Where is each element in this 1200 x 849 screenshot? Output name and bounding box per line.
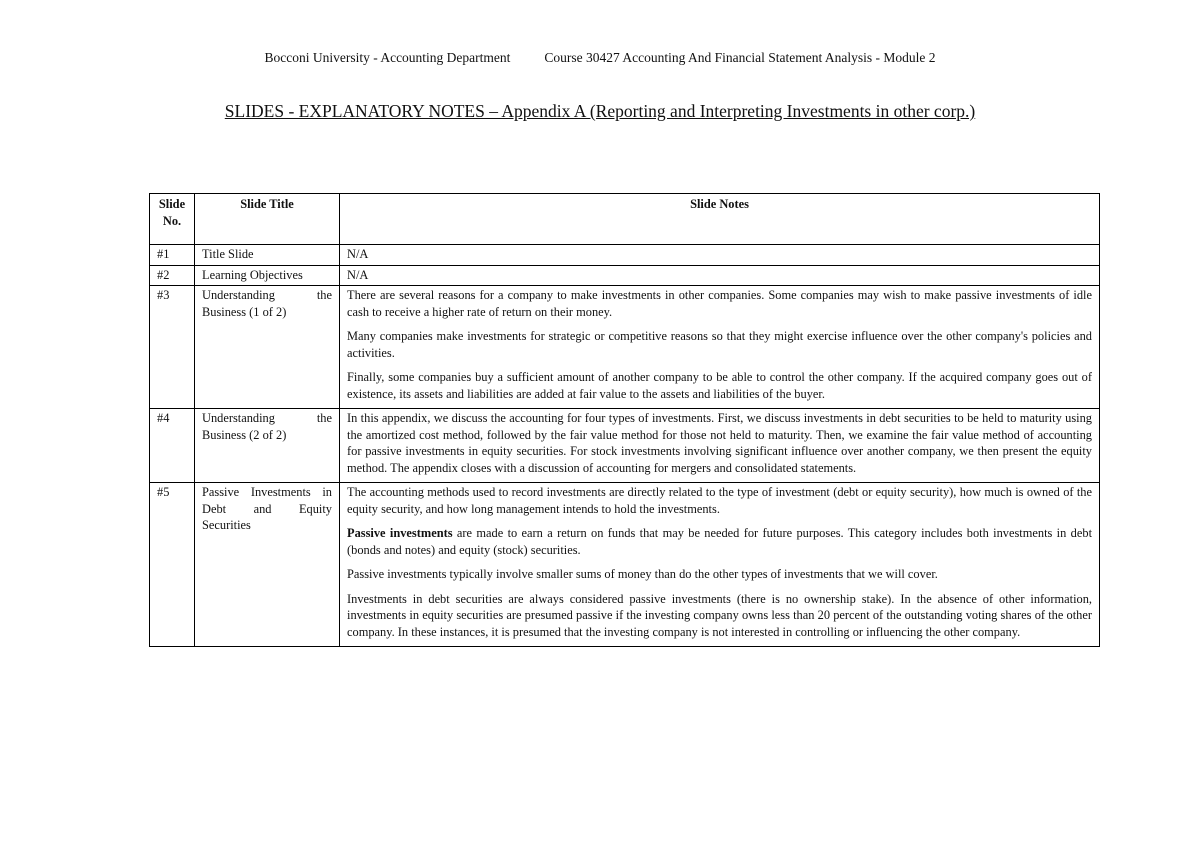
table-row bbox=[150, 483, 1100, 647]
slide-notes bbox=[340, 265, 1100, 286]
slide-title-text: Understanding the Business (1 of 2) bbox=[202, 288, 332, 319]
table-row bbox=[150, 286, 1100, 409]
slide-number: #4 bbox=[150, 409, 195, 483]
slide-notes-table bbox=[149, 193, 1100, 647]
slide-title bbox=[195, 409, 340, 483]
notes-paragraph: N/A bbox=[347, 267, 369, 282]
slide-title bbox=[195, 483, 340, 647]
column-header-slide-no: Slide No. bbox=[150, 194, 195, 245]
column-header-slide-title: Slide Title bbox=[195, 194, 340, 245]
table-header-row bbox=[150, 194, 1100, 245]
header-university: Bocconi University - Accounting Department bbox=[264, 50, 511, 65]
slide-notes bbox=[340, 286, 1100, 409]
bold-term: Passive investments bbox=[347, 526, 453, 540]
slide-number: #2 bbox=[150, 265, 195, 286]
notes-paragraph: N/A bbox=[347, 247, 369, 261]
slide-notes bbox=[340, 409, 1100, 483]
document-title: SLIDES - EXPLANATORY NOTES – Appendix A (Reporting and Interpreting Investments in other corp.) bbox=[224, 101, 976, 121]
notes-paragraph: Many companies make investments for strategic or competitive reasons so that they might exercise influence over the other company's policies and activities. bbox=[347, 329, 1092, 360]
table-row bbox=[150, 245, 1100, 266]
running-header bbox=[0, 50, 1200, 66]
slide-number: #1 bbox=[150, 245, 195, 266]
slide-number: #3 bbox=[150, 286, 195, 409]
header-course: Course 30427 Accounting And Financial Statement Analysis - Module 2 bbox=[544, 50, 936, 65]
notes-paragraph: Finally, some companies buy a sufficient amount of another company to be able to control the other company. If the acquired company goes out of existence, its assets and liabilities are added at fair value to the assets and liabilities of the buyer. bbox=[347, 370, 1092, 401]
slide-title-text: Understanding the Business (2 of 2) bbox=[202, 411, 332, 442]
slide-title: Learning Objectives bbox=[195, 265, 340, 286]
notes-paragraph bbox=[347, 525, 1092, 558]
column-header-slide-notes: Slide Notes bbox=[340, 194, 1100, 245]
slide-title-text: Passive Investments in Debt and Equity Securities bbox=[202, 485, 332, 532]
notes-paragraph: Investments in debt securities are always considered passive investments (there is no ownership stake). In the absence of other information, investments in equity securities are presumed passive if the investing company owns less than 20 percent of the outstanding voting shares of the other company. In these instances, it is presumed that the investing company is not interested in controlling or influencing the other company. bbox=[347, 591, 1092, 639]
notes-paragraph-text: are made to earn a return on funds that may be needed for future purposes. This category includes both investments in debt (bonds and notes) and equity (stock) securities. bbox=[347, 526, 1093, 557]
slide-number: #5 bbox=[150, 483, 195, 647]
notes-paragraph: Passive investments typically involve smaller sums of money than do the other types of investments that we will cover. bbox=[347, 567, 938, 581]
notes-paragraph: The accounting methods used to record investments are directly related to the type of investment (debt or equity security), how much is owned of the equity security, and how long management intends to hold the investments. bbox=[347, 485, 1092, 516]
notes-paragraph: In this appendix, we discuss the accounting for four types of investments. First, we discuss investments in debt securities to be held to maturity using the amortized cost method, followed by the fair value method for those not held to maturity. Then, we examine the fair value method of accounting for passive investments in equity securities. For stock investments involving significant influence over another company, we then present the equity method. The appendix closes with a discussion of accounting for mergers and consolidated statements. bbox=[347, 411, 1092, 475]
slide-notes bbox=[340, 245, 1100, 266]
slide-title bbox=[195, 286, 340, 409]
slide-notes bbox=[340, 483, 1100, 647]
notes-paragraph: There are several reasons for a company to make investments in other companies. Some companies may wish to make passive investments of idle cash to receive a higher rate of return on their money. bbox=[347, 288, 1092, 319]
slide-title: Title Slide bbox=[195, 245, 340, 266]
table-row bbox=[150, 265, 1100, 286]
table-row bbox=[150, 409, 1100, 483]
